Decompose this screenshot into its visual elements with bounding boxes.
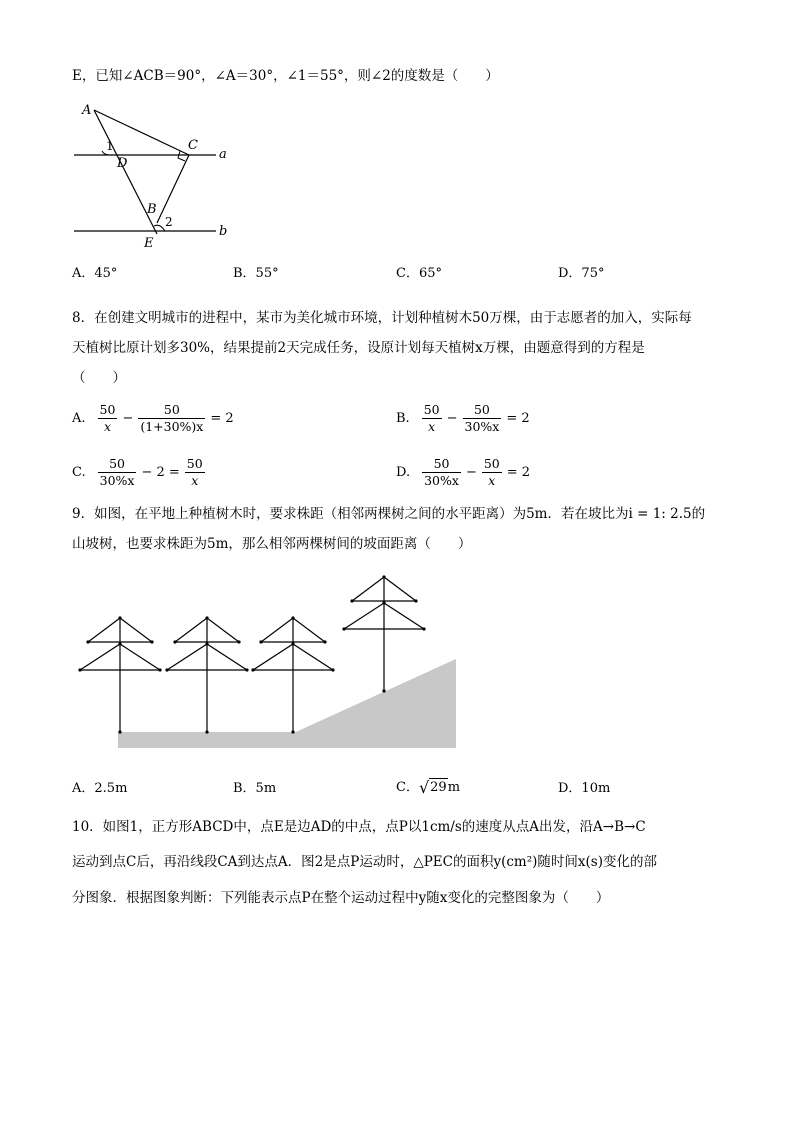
label-1: 1 (106, 139, 114, 153)
q9-option-a[interactable]: A．2.5m (72, 781, 128, 796)
label-B: B (147, 202, 157, 217)
q7-option-c[interactable]: C．65° (396, 266, 442, 281)
label-A: A (82, 103, 92, 118)
q9-option-c[interactable]: C． √ 29 m (396, 777, 461, 797)
q9-figure (78, 570, 460, 752)
q8-line2: 天植树比原计划多30%，结果提前2天完成任务，设原计划每天植树x万棵，由题意得到的方程是 (72, 340, 645, 356)
q9-line1: 9．如图，在平地上种植树木时，要求株距（相邻两棵树之间的水平距离）为5m．若在坡比为i = 1: 2.5的 (72, 506, 706, 522)
flat-ground (118, 732, 296, 748)
q7-option-a[interactable]: A．45° (72, 266, 118, 281)
q9-option-b[interactable]: B．5m (233, 781, 277, 796)
q10-line2: 运动到点C后，再沿线段CA到达点A．图2是点P运动时，△PEC的面积y(cm²)随时间x(s)变化的部 (72, 854, 657, 870)
label-C: C (188, 138, 198, 153)
q9-line2: 山坡树，也要求株距为5m，那么相邻两棵树间的坡面距离（ ） (72, 536, 472, 552)
label-D: D (117, 156, 128, 171)
q8-option-b[interactable]: B. $\frac{50}{x}$ − $\frac{50}{30\%x}$ = 2 (396, 402, 530, 434)
q8-option-c[interactable]: C. $\frac{50}{30\%x}$ − 2 = $\frac{50}{x}$ (72, 456, 203, 488)
label-a: a (219, 147, 227, 162)
q7-option-b[interactable]: B．55° (233, 266, 279, 281)
q8-line3: （ ） (72, 370, 126, 386)
q10-line3: 分图象．根据图象判断：下列能表示点P在整个运动过程中y随x变化的完整图象为（ ） (72, 890, 610, 906)
q8-line1: 8．在创建文明城市的进程中，某市为美化城市环境，计划种植树木50万棵，由于志愿者的加入，实际每 (72, 310, 692, 326)
q7-stem: E，已知∠ACB＝90°，∠A＝30°，∠1＝55°，则∠2的度数是（ ） (72, 68, 499, 84)
label-2: 2 (165, 215, 173, 229)
segment-cb (157, 155, 189, 223)
q7-figure (70, 98, 240, 253)
q10-line1: 10．如图1，正方形ABCD中，点E是边AD的中点，点P以1cm/s的速度从点A出发，沿A→B→C (72, 819, 646, 835)
tree-icon (253, 618, 333, 732)
tree-icon (80, 618, 160, 732)
q8-option-a[interactable]: A. $\frac{50}{x}$ − $\frac{50}{(1+30\%)x}$ = 2 (72, 402, 234, 434)
q8-option-d[interactable]: D. $\frac{50}{30\%x}$ − $\frac{50}{x}$ = 2 (396, 456, 531, 488)
label-b: b (219, 224, 228, 239)
q7-option-d[interactable]: D．75° (558, 266, 605, 281)
sqrt-symbol: √ (418, 777, 430, 797)
tree-icon (167, 618, 247, 732)
q9-option-d[interactable]: D．10m (558, 781, 611, 796)
label-E: E (144, 236, 154, 251)
tree-icon (344, 577, 424, 691)
slope-base (296, 732, 456, 748)
